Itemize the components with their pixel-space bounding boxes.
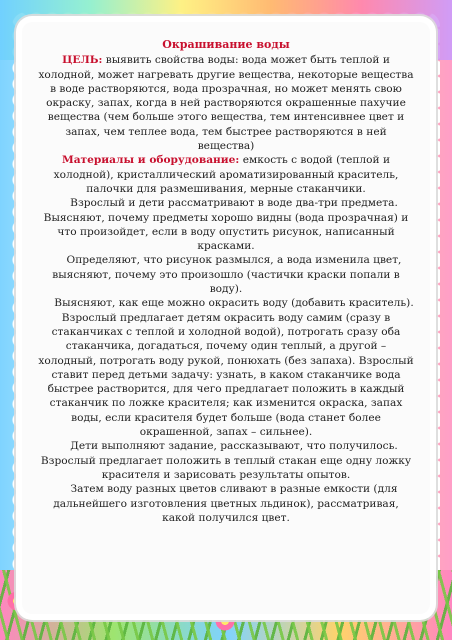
materials-text: емкость с водой (теплой и холодной), кристаллический ароматизированный краситель, палочки для размешивания, мерные стаканчики. xyxy=(53,154,399,195)
goal-label: ЦЕЛЬ: xyxy=(62,54,103,67)
goal-text: выявить свойства воды: вода может быть теплой и холодной, может нагревать другие вещества, некоторые вещества в воде растворяются, вода прозрачная, но может менять свою окраску, запах, когда в ней растворяются окрашенные пахучие вещества (чем больше этого вещества, тем интенсивнее цвет и запах, чем теплее вода, тем быстрее растворяются в ней вещества) xyxy=(38,54,414,153)
paragraph-3: Выясняют, как еще можно окрасить воду (добавить краситель). Взрослый предлагает детям окрасить воду самим (сразу в стаканчиках с теплой и холодной водой), потрогать сразу оба стаканчика, догадаться, почему один теплый, а другой – холодный, потрогать воду рукой, понюхать (без запаха). Взрослый ставит перед детьми задачу: узнать, в каком стаканчике вода быстрее растворится, для чего предлагает положить в каждый стаканчик по ложке красителя; как изменится окраска, запах воды, если красителя будет больше (вода станет более окрашенной, запах – сильнее). xyxy=(38,297,414,439)
materials-paragraph xyxy=(36,153,416,196)
document-title: Окрашивание воды xyxy=(162,38,290,51)
paragraph-5: Затем воду разных цветов сливают в разные емкости (для дальнейшего изготовления цветных льдинок), рассматривая, какой получился цвет. xyxy=(53,483,399,524)
paragraph-2: Определяют, что рисунок размылся, а вода изменила цвет, выясняют, почему это произошло (частички краски попали в воду). xyxy=(52,254,402,296)
paragraph-1: Взрослый и дети рассматривают в воде два-три предмета. Выясняют, почему предметы хорошо видны (вода прозрачная) и что произойдет, если в воду опустить рисунок, написанный красками. xyxy=(43,197,409,253)
document-body xyxy=(36,38,416,525)
materials-label: Материалы и оборудование: xyxy=(61,154,240,167)
paragraph-4: Дети выполняют задание, рассказывают, что получилось. Взрослый предлагает положить в теплый стакан еще одну ложку красителя и зарисовать результаты опытов. xyxy=(40,440,412,481)
goal-paragraph xyxy=(36,53,416,153)
